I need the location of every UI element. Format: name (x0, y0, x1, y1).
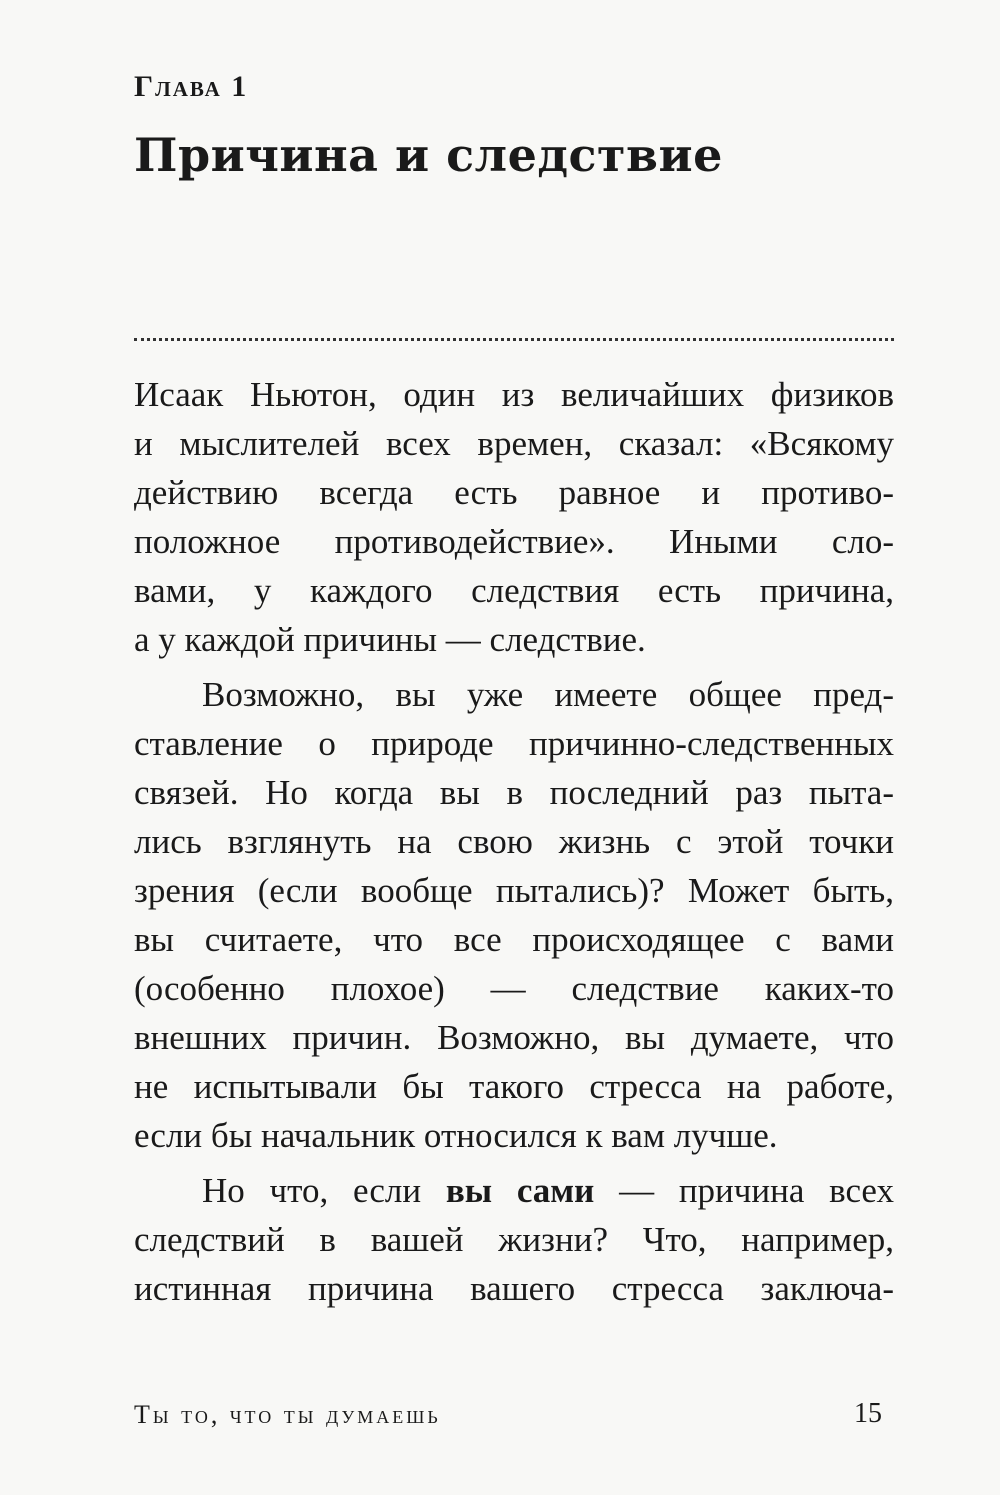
text-line: зрения (если вообще пытались)? Может быть, (134, 871, 894, 910)
text-line: если бы начальник относился к вам лучше. (134, 1116, 778, 1155)
paragraph-1 (134, 370, 894, 664)
text-line: Исаак Ньютон, один из величайших физиков (134, 375, 894, 414)
body-text (134, 370, 894, 1319)
page-number: 15 (854, 1398, 882, 1429)
dotted-divider (134, 338, 894, 341)
text-line: следствий в вашей жизни? Что, например, (134, 1220, 894, 1259)
chapter-label: Глава 1 (134, 70, 249, 103)
text-line: действию всегда есть равное и противо- (134, 473, 894, 512)
text-line: ставление о природе причинно-следственных (134, 724, 894, 763)
text-line: вы считаете, что все происходящее с вами (134, 920, 894, 959)
text-line: внешних причин. Возможно, вы думаете, что (134, 1018, 894, 1057)
text-line: и мыслителей всех времен, сказал: «Всякому (134, 424, 894, 463)
text-line: лись взглянуть на свою жизнь с этой точки (134, 822, 894, 861)
text-segment: Но что, если (202, 1171, 446, 1210)
paragraph-2 (134, 670, 894, 1160)
text-line: Возможно, вы уже имеете общее пред- (202, 675, 894, 714)
text-line: не испытывали бы такого стресса на работе, (134, 1067, 894, 1106)
text-segment: — причина всех (594, 1171, 894, 1210)
text-line: (особенно плохое) — следствие каких-то (134, 969, 894, 1008)
text-line (134, 1166, 894, 1215)
text-line: положное противодействие». Иными сло- (134, 522, 894, 561)
text-line: а у каждой причины — следствие. (134, 620, 646, 659)
chapter-title: Причина и следствие (134, 128, 723, 182)
paragraph-3 (134, 1166, 894, 1313)
emphasis-text: вы сами (445, 1171, 595, 1210)
running-footer-title: Ты то, что ты думаешь (134, 1400, 441, 1429)
text-line: связей. Но когда вы в последний раз пыта- (134, 773, 894, 812)
text-line: вами, у каждого следствия есть причина, (134, 571, 894, 610)
text-line: истинная причина вашего стресса заключа- (134, 1269, 894, 1308)
